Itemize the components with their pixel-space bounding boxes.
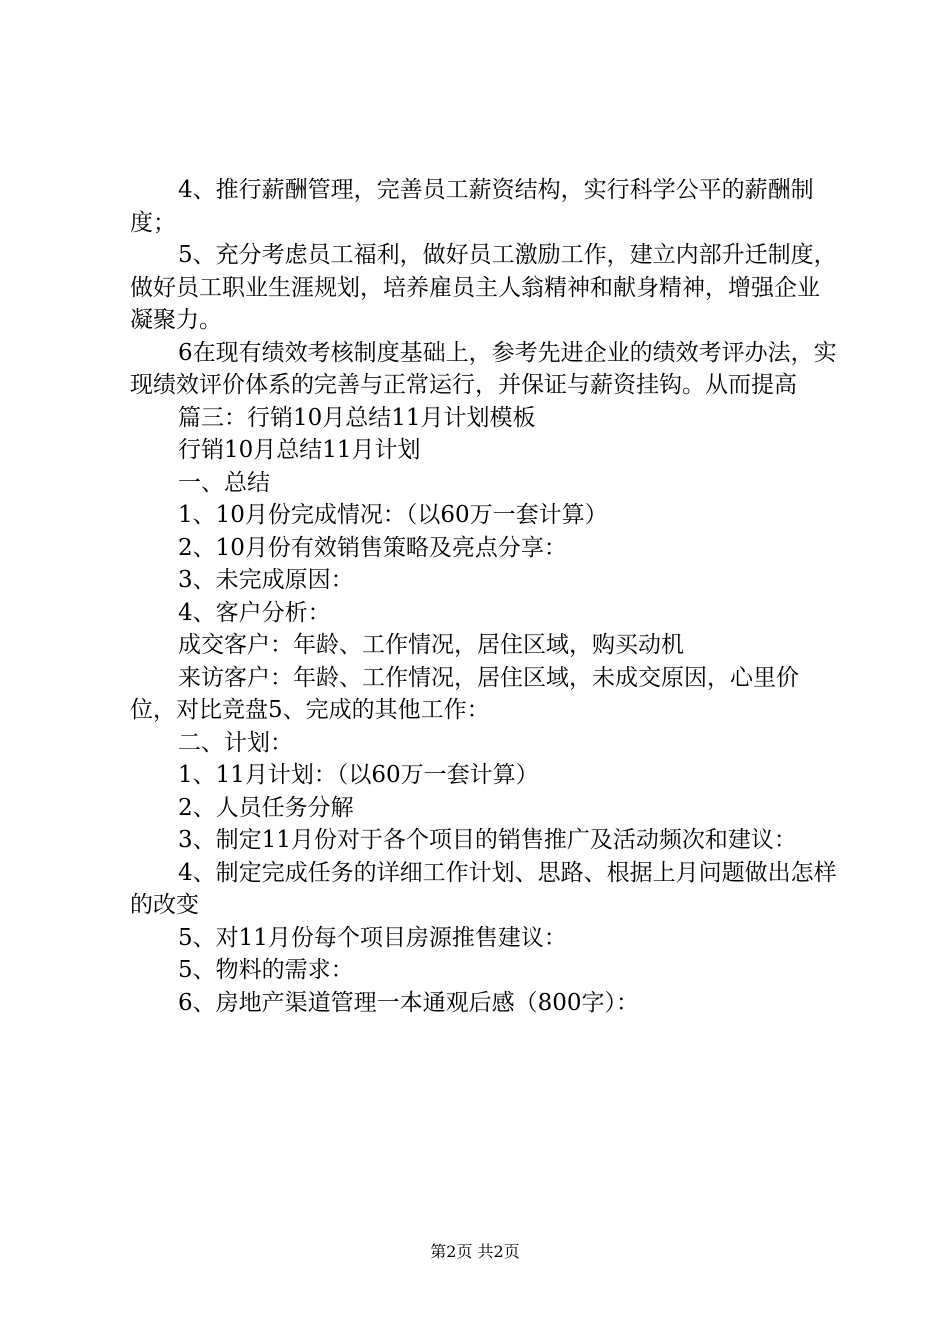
plan-heading: 二、计划：: [178, 729, 293, 756]
plan-item-5a: 5、对11月份每个项目房源推售建议：: [178, 924, 567, 951]
plan-item-2: 2、人员任务分解: [178, 794, 354, 821]
visiting-customers: 来访客户：年龄、工作情况，居住区域，未成交原因，心里价位，对比竞盘5、完成的其他工作：: [130, 664, 799, 723]
summary-item-4: 4、客户分析：: [178, 599, 331, 626]
paragraph-1: 4、推行薪酬管理，完善员工薪资结构，实行科学公平的薪酬制度；: [130, 177, 814, 236]
summary-heading: 一、总结: [178, 469, 270, 496]
plan-item-5b: 5、物料的需求：: [178, 957, 354, 983]
plan-item-3: 3、制定11月份对于各个项目的销售推广及活动频次和建议：: [178, 827, 797, 853]
paragraph-3: 6在现有绩效考核制度基础上，参考先进企业的绩效考评办法，实现绩效评价体系的完善与正常运行，并保证与薪资挂钩。从而提高: [130, 339, 837, 398]
plan-item-1: 1、11月计划：（以60万一套计算）: [178, 762, 539, 788]
paragraph-2: 5、充分考虑员工福利，做好员工激励工作，建立内部升迁制度，做好员工职业生涯规划，培养雇员主人翁精神和献身精神，增强企业凝聚力。: [130, 242, 837, 333]
summary-item-2: 2、10月份有效销售策略及亮点分享：: [178, 534, 567, 561]
deal-customers: 成交客户：年龄、工作情况，居住区域，购买动机: [178, 632, 684, 658]
summary-item-3: 3、未完成原因：: [178, 567, 354, 593]
page-footer: 第2页 共2页: [430, 1242, 520, 1261]
section-heading-3: 篇三：行销10月总结11月计划模板: [178, 404, 536, 431]
summary-item-1: 1、10月份完成情况：（以60万一套计算）: [178, 502, 608, 528]
plan-item-4: 4、制定完成任务的详细工作计划、思路、根据上月问题做出怎样的改变: [130, 859, 837, 918]
section-title: 行销10月总结11月计划: [178, 437, 421, 463]
document-body: [130, 174, 840, 1019]
plan-item-6: 6、房地产渠道管理一本通观后感（800字）：: [178, 989, 640, 1016]
